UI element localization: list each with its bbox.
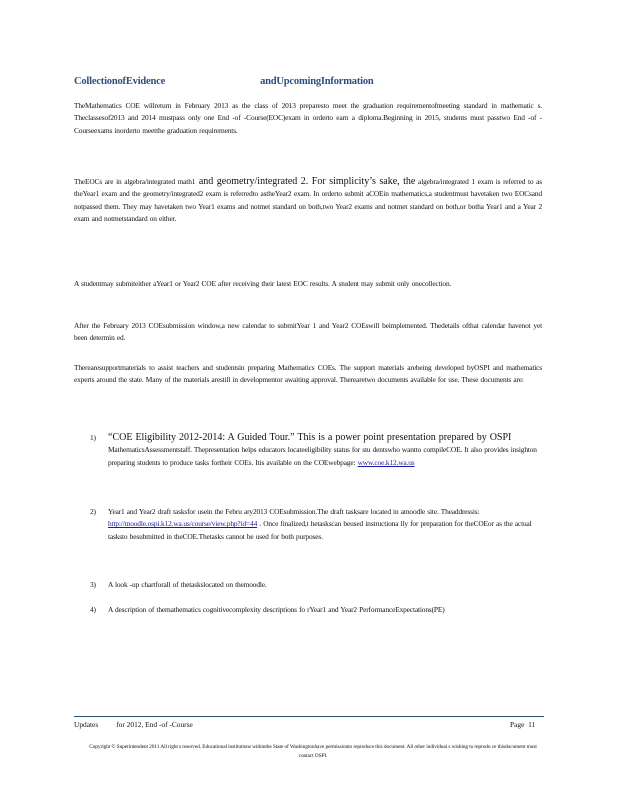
paragraph-submit: A studentmay submiteither aYear1 or Year2 COE after receiving their latest EOC results. A student may submit only onecollection.: [74, 279, 452, 288]
list-item-body: [108, 506, 546, 543]
footer-divider: [74, 716, 544, 717]
page-number-value: 11: [528, 720, 536, 729]
list-item-body: A look -up chartforall of thetaskslocated on themoodle.: [108, 580, 267, 589]
copyright-notice: Copyright © Superintendent 2011 All right s reserved. Educational institutions withinthe State of Washingtonhave permissionto reproduce this document. All other individual s wishing to reprodu ce thisdocument must contact OSPI.: [89, 744, 537, 759]
paragraph-support: Therearesupportmaterials to assist teachers and studentsin preparing Mathematics COEs. The support materials arebeing developed byOSPI and mathematics experts around the state. Many of the materials arestill in developmentor awaiting approval. Therearetwo documents available for use. These documents are:: [74, 363, 542, 385]
section-heading: [74, 76, 554, 87]
footer-title: [74, 720, 193, 729]
paragraph-coe-return: TheMathematics COE willreturn in February 2013 as the class of 2013 preparesto meet the graduation requirementofmeeting standard in mathematic s. Theclassesof2013 and 2014 mustpass only one End -of -Course(EOC)exam in orderto earn a diploma.Beginning in 2015, students must passtwo End -of -Courseexams inorderto meetthe graduation requirements.: [74, 101, 542, 135]
list-item-text-b: . Once finalized,t hetaskscan beused instructiona lly for preparation for theCOEor as the actual tasksto besubmitted in theCOE.Thetasks cannot be used for both purposes.: [108, 519, 532, 541]
list-number: 4): [90, 605, 96, 614]
moodle-link[interactable]: http://moodle.ospi.k12.wa.us/course/view.php?id=44: [108, 519, 258, 529]
paragraph-eocs: [74, 176, 542, 226]
footer-for: for 2012, End -of -Course: [116, 720, 193, 729]
heading-right: andUpcomingInformation: [260, 76, 374, 87]
paragraph-calendar: After the February 2013 COEsubmission window,a new calendar to submitYear 1 and Year2 COEswill beimplemented. Thedetails ofthat calendar havenot yet been determin ed.: [74, 321, 542, 343]
list-number: 2): [90, 507, 96, 516]
coe-webpage-link[interactable]: www.coe.k12.wa.us: [357, 457, 415, 467]
list-item-lead: “COE Eligibility 2012-2014: A Guided Tour.” This is a power point presentation prepared by OSPI: [108, 432, 512, 443]
list-number: 3): [90, 580, 96, 589]
list-item-body: A description of themathematics cognitivecomplexity descriptions fo rYear1 and Year2 PerformanceExpectations(PE): [108, 605, 445, 614]
page-number: [510, 720, 535, 729]
eocs-text-b: and geometry/integrated 2. For simplicity’s sake, the: [195, 176, 416, 187]
list-item-body: [108, 432, 546, 469]
list-item-text: MathematicsAssessmentstaff. Thepresentation helps educators locateeligibility status for stu dentswho wantto compileCOE. It also provides insighton preparing students to produce tasks fortheir COEs. Itis available on the COEwebpage:: [108, 445, 537, 467]
heading-left: CollectionofEvidence: [74, 76, 166, 87]
eocs-text-a: TheEOCs are in algebra/integrated math1: [74, 177, 196, 186]
footer-updates: Updates: [74, 720, 99, 729]
list-number: 1): [90, 433, 96, 442]
page-label: Page: [510, 720, 525, 729]
eocs-text-c: algebra/integrated 1 exam is referred to as theYear1 exam and the geometry/integrated2 exam is referredto astheYear2 exam. In orderto submit aCOEin mathematics,a studentmust havetaken two EOCsand notpassed them. They may havetaken two Year1 exams and notmet standard on both,two Year2 exams and notmet standard on both,or botha Year1 and a Year 2 exam and notmetstandard on either.: [74, 177, 542, 224]
list-item-text-a: Year1 and Year2 draft tasksfor usein the Febru ary2013 COEsubmission.The draft tasksare located in amoodle site. Theaddressis:: [108, 507, 480, 516]
